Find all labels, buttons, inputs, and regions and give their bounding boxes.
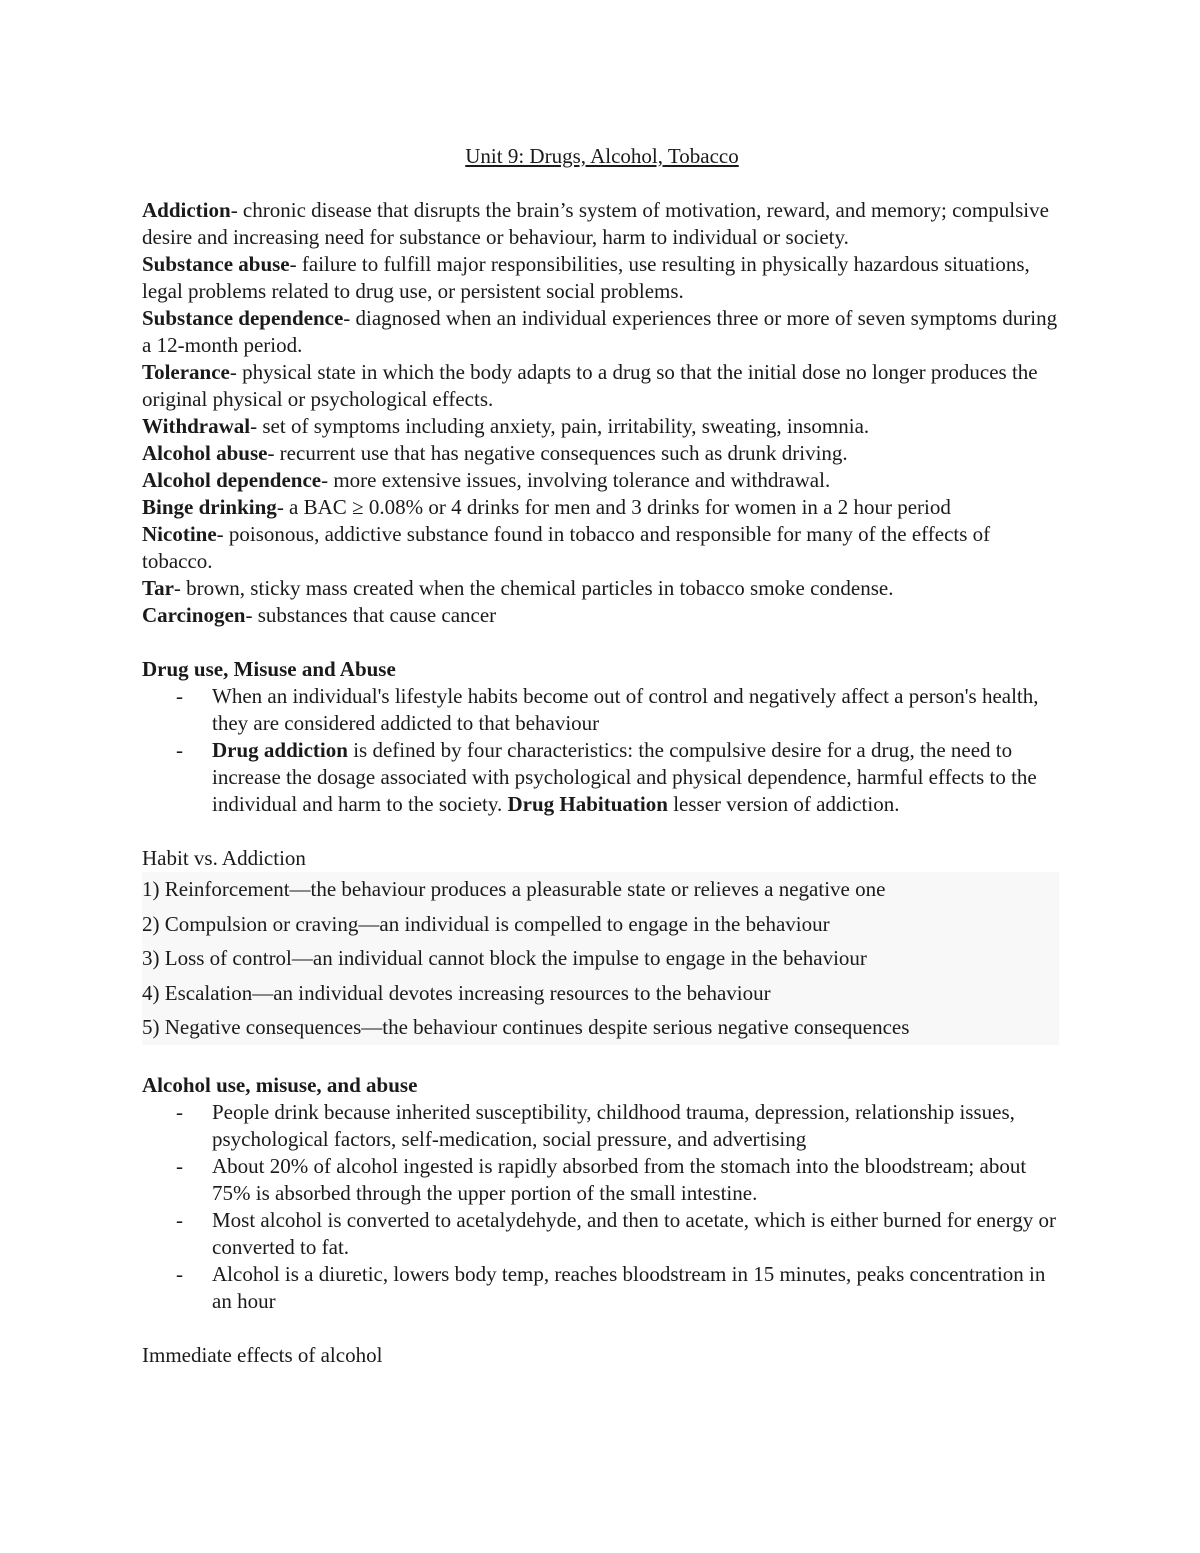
definition-text: - more extensive issues, involving tolerance and withdrawal. [321, 468, 831, 492]
section-heading-alcohol-use: Alcohol use, misuse, and abuse [142, 1072, 418, 1097]
list-item [142, 1207, 1062, 1261]
definition-term: Alcohol abuse [142, 441, 268, 465]
page-title: Unit 9: Drugs, Alcohol, Tobacco [465, 144, 739, 168]
list-item [142, 683, 1062, 737]
list-item [142, 1153, 1062, 1207]
definition-term: Alcohol dependence [142, 468, 322, 492]
definition-term: Substance dependence [142, 306, 344, 330]
list-item-text: When an individual's lifestyle habits become out of control and negatively affect a person's health, they are considered addicted to that behaviour [212, 684, 1039, 735]
definition-withdrawal [142, 413, 1062, 440]
definition-tolerance [142, 359, 1062, 413]
document-page [142, 143, 1062, 1369]
definition-nicotine [142, 521, 1062, 575]
definitions-list [142, 197, 1062, 629]
dash-bullet: - [176, 738, 183, 762]
list-item: 4) Escalation—an individual devotes increasing resources to the behaviour [142, 980, 771, 1005]
section-heading-drug-use: Drug use, Misuse and Abuse [142, 657, 396, 681]
list-item: 5) Negative consequences—the behaviour continues despite serious negative consequences [142, 1015, 910, 1039]
section-heading-immediate-effects: Immediate effects of alcohol [142, 1342, 383, 1367]
definition-text: - poisonous, addictive substance found in tobacco and responsible for many of the effects of tobacco. [142, 522, 991, 573]
definition-text: - recurrent use that has negative consequences such as drunk driving. [267, 441, 848, 465]
definition-substance-abuse [142, 251, 1062, 305]
list-item-text: Alcohol is a diuretic, lowers body temp, reaches bloodstream in 15 minutes, peaks concentration in an hour [212, 1261, 1046, 1313]
definition-text: - a BAC ≥ 0.08% or 4 drinks for men and 3 drinks for women in a 2 hour period [276, 495, 951, 519]
definition-term: Tolerance [142, 360, 230, 384]
list-item: 1) Reinforcement—the behaviour produces a pleasurable state or relieves a negative one [142, 877, 886, 901]
definition-alcohol-dependence [142, 467, 1062, 494]
definition-text: - physical state in which the body adapts to a drug so that the initial dose no longer produces the original physical or psychological effects. [142, 360, 1038, 411]
definition-carcinogen [142, 602, 1062, 629]
list-item-text: is defined by four characteristics: the compulsive desire for a drug, the need to increase the dosage associated with psychological and physical dependence, harmful effects to the individual and harm to the society. [212, 738, 1037, 816]
drug-use-list [142, 683, 1062, 818]
dash-bullet: - [176, 1207, 183, 1232]
definition-tar [142, 575, 1062, 602]
habit-criteria-list [142, 872, 1059, 1045]
alcohol-use-list [142, 1099, 1062, 1315]
definition-term: Substance abuse [142, 252, 290, 276]
list-item [142, 1261, 1062, 1315]
definition-term: Binge drinking [142, 495, 277, 519]
list-item [142, 737, 1062, 818]
dash-bullet: - [176, 1099, 183, 1124]
list-item-text: lesser version of addiction. [667, 792, 900, 816]
bold-term-drug-addiction: Drug addiction [212, 738, 348, 762]
definition-text: - set of symptoms including anxiety, pain, irritability, sweating, insomnia. [250, 414, 870, 438]
definition-text: - diagnosed when an individual experiences three or more of seven symptoms during a 12-month period. [142, 306, 1058, 357]
list-item: 2) Compulsion or craving—an individual is compelled to engage in the behaviour [142, 911, 830, 936]
definition-addiction [142, 197, 1062, 251]
definition-term: Nicotine [142, 522, 217, 546]
dash-bullet: - [176, 1153, 183, 1178]
dash-bullet: - [176, 1261, 183, 1286]
list-item-text: Most alcohol is converted to acetalydehyde, and then to acetate, which is either burned for energy or converted to fat. [212, 1207, 1056, 1259]
definition-text: - brown, sticky mass created when the chemical particles in tobacco smoke condense. [173, 576, 894, 600]
definition-alcohol-abuse [142, 440, 1062, 467]
dash-bullet: - [176, 684, 183, 708]
bold-term-drug-habituation: Drug Habituation [507, 792, 668, 816]
definition-term: Addiction [142, 198, 231, 222]
definition-substance-dependence [142, 305, 1062, 359]
definition-text: - substances that cause cancer [245, 603, 497, 627]
definition-term: Withdrawal [142, 414, 251, 438]
definition-text: - chronic disease that disrupts the brain’s system of motivation, reward, and memory; compulsive desire and increasing need for substance or behaviour, harm to individual or society. [142, 198, 1049, 249]
list-item-text: About 20% of alcohol ingested is rapidly absorbed from the stomach into the bloodstream; about 75% is absorbed through the upper portion of the small intestine. [212, 1153, 1027, 1205]
definition-term: Carcinogen [142, 603, 246, 627]
list-item-text: People drink because inherited susceptibility, childhood trauma, depression, relationship issues, psychological factors, self-medication, social pressure, and advertising [212, 1099, 1015, 1151]
definition-binge-drinking [142, 494, 1062, 521]
definition-text: - failure to fulfill major responsibilities, use resulting in physically hazardous situations, legal problems related to drug use, or persistent social problems. [142, 252, 1030, 303]
list-item [142, 1099, 1062, 1153]
section-heading-habit-vs-addiction: Habit vs. Addiction [142, 846, 306, 870]
list-item: 3) Loss of control—an individual cannot block the impulse to engage in the behaviour [142, 946, 867, 970]
definition-term: Tar [142, 576, 174, 600]
